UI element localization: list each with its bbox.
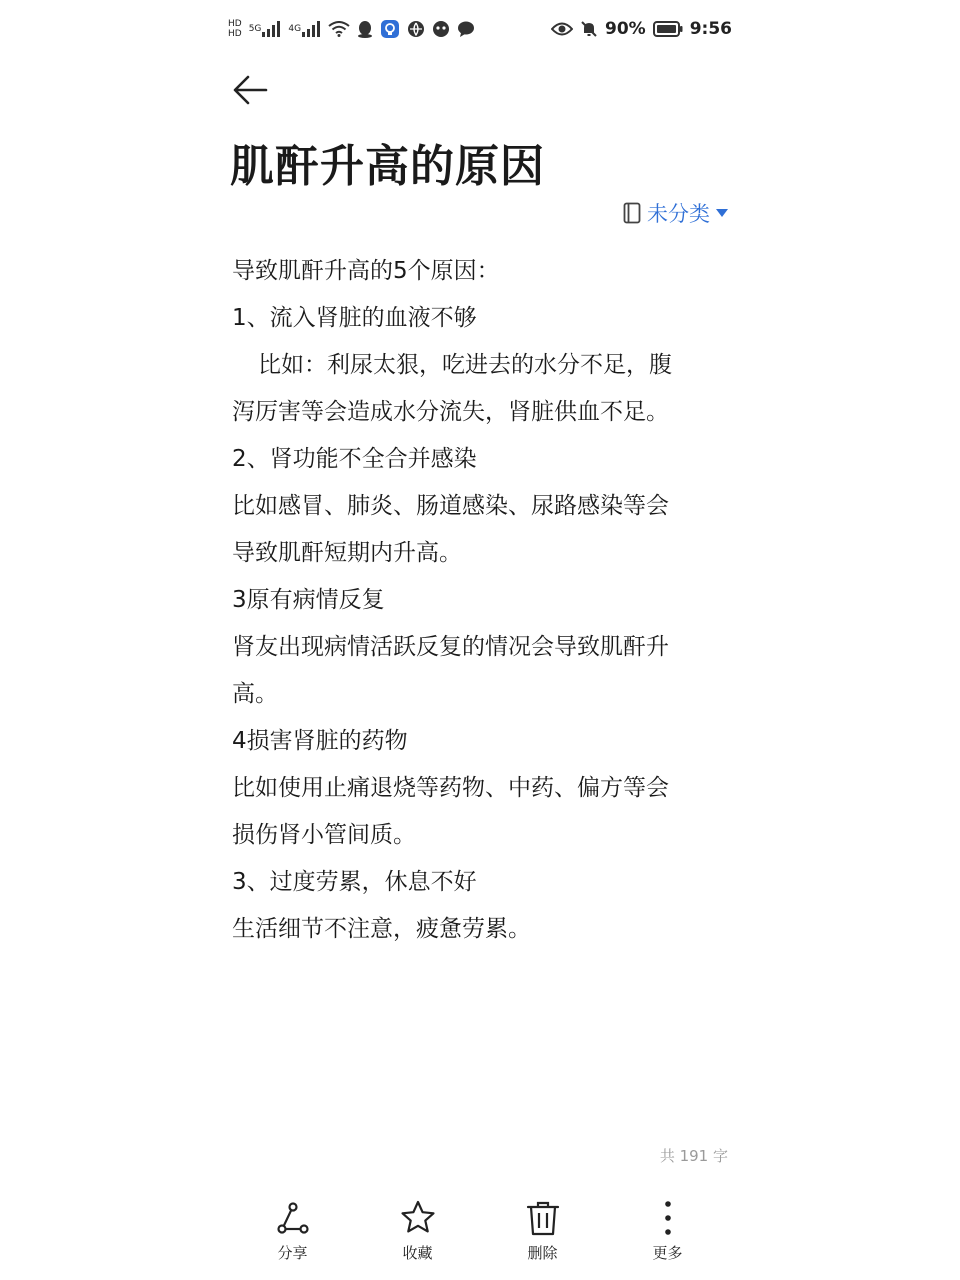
- wifi-icon: [328, 21, 350, 37]
- eye-icon: [551, 21, 573, 37]
- note-line: 1、流入肾脏的血液不够: [232, 305, 477, 331]
- signal-icon: [249, 21, 282, 37]
- signal-icon: [288, 21, 321, 37]
- status-bar-left: [228, 19, 475, 39]
- status-bar: [228, 14, 732, 44]
- note-line: 4损害肾脏的药物: [232, 728, 408, 754]
- caret-down-icon: [716, 208, 728, 218]
- app-icon: [432, 20, 450, 38]
- more-vertical-icon: [648, 1198, 688, 1238]
- note-line: 比如：利尿太狠，吃进去的水分不足，腹: [258, 352, 672, 378]
- note-line: 导致肌酐短期内升高。: [232, 540, 462, 566]
- browser-icon: [407, 20, 425, 38]
- note-line: 3原有病情反复: [232, 587, 385, 613]
- note-line: 损伤肾小管间质。: [232, 822, 416, 848]
- note-line: 导致肌酐升高的5个原因：: [232, 258, 500, 284]
- favorite-label: 收藏: [402, 1244, 433, 1262]
- mute-bell-icon: [580, 20, 598, 38]
- more-button[interactable]: [605, 1198, 730, 1268]
- note-line: 2、肾功能不全合并感染: [232, 446, 477, 472]
- note-line: 泻厉害等会造成水分流失，肾脏供血不足。: [232, 399, 669, 425]
- note-line: 高。: [232, 681, 278, 707]
- bottom-toolbar: [230, 1198, 730, 1268]
- back-button[interactable]: [228, 68, 272, 112]
- net2-text: HD: [228, 29, 242, 39]
- share-icon: [273, 1198, 313, 1238]
- notebook-icon: [623, 202, 641, 224]
- delete-button[interactable]: [480, 1198, 605, 1268]
- more-label: 更多: [652, 1244, 683, 1262]
- net1-text: HD: [228, 19, 242, 29]
- category-selector[interactable]: [623, 198, 728, 228]
- battery-icon: [653, 21, 683, 37]
- note-line: 肾友出现病情活跃反复的情况会导致肌酐升: [232, 634, 669, 660]
- favorite-button[interactable]: [355, 1198, 480, 1268]
- note-body[interactable]: [232, 248, 728, 953]
- status-bar-right: [551, 19, 732, 39]
- note-line: 比如使用止痛退烧等药物、中药、偏方等会: [232, 775, 669, 801]
- sig1-text: 5G: [248, 24, 262, 34]
- battery-percentage: 90%: [605, 19, 646, 39]
- sig2-text: 4G: [288, 24, 302, 34]
- share-label: 分享: [277, 1244, 308, 1262]
- share-button[interactable]: [230, 1198, 355, 1268]
- note-title: 肌酐升高的原因: [230, 141, 545, 192]
- category-label: 未分类: [647, 202, 710, 226]
- hd-icon: [228, 19, 242, 39]
- note-line: 生活细节不注意，疲惫劳累。: [232, 916, 531, 942]
- star-icon: [398, 1198, 438, 1238]
- trash-icon: [523, 1198, 563, 1238]
- app-badge-icon: [380, 19, 400, 39]
- note-line: 比如感冒、肺炎、肠道感染、尿路感染等会: [232, 493, 669, 519]
- clock-time: 9:56: [689, 19, 732, 39]
- delete-label: 删除: [527, 1244, 558, 1262]
- qq-icon: [357, 20, 373, 38]
- message-icon: [457, 20, 475, 38]
- note-line: 3、过度劳累，休息不好: [232, 869, 477, 895]
- word-count: 共 191 字: [659, 1147, 728, 1165]
- arrow-left-icon: [232, 74, 268, 106]
